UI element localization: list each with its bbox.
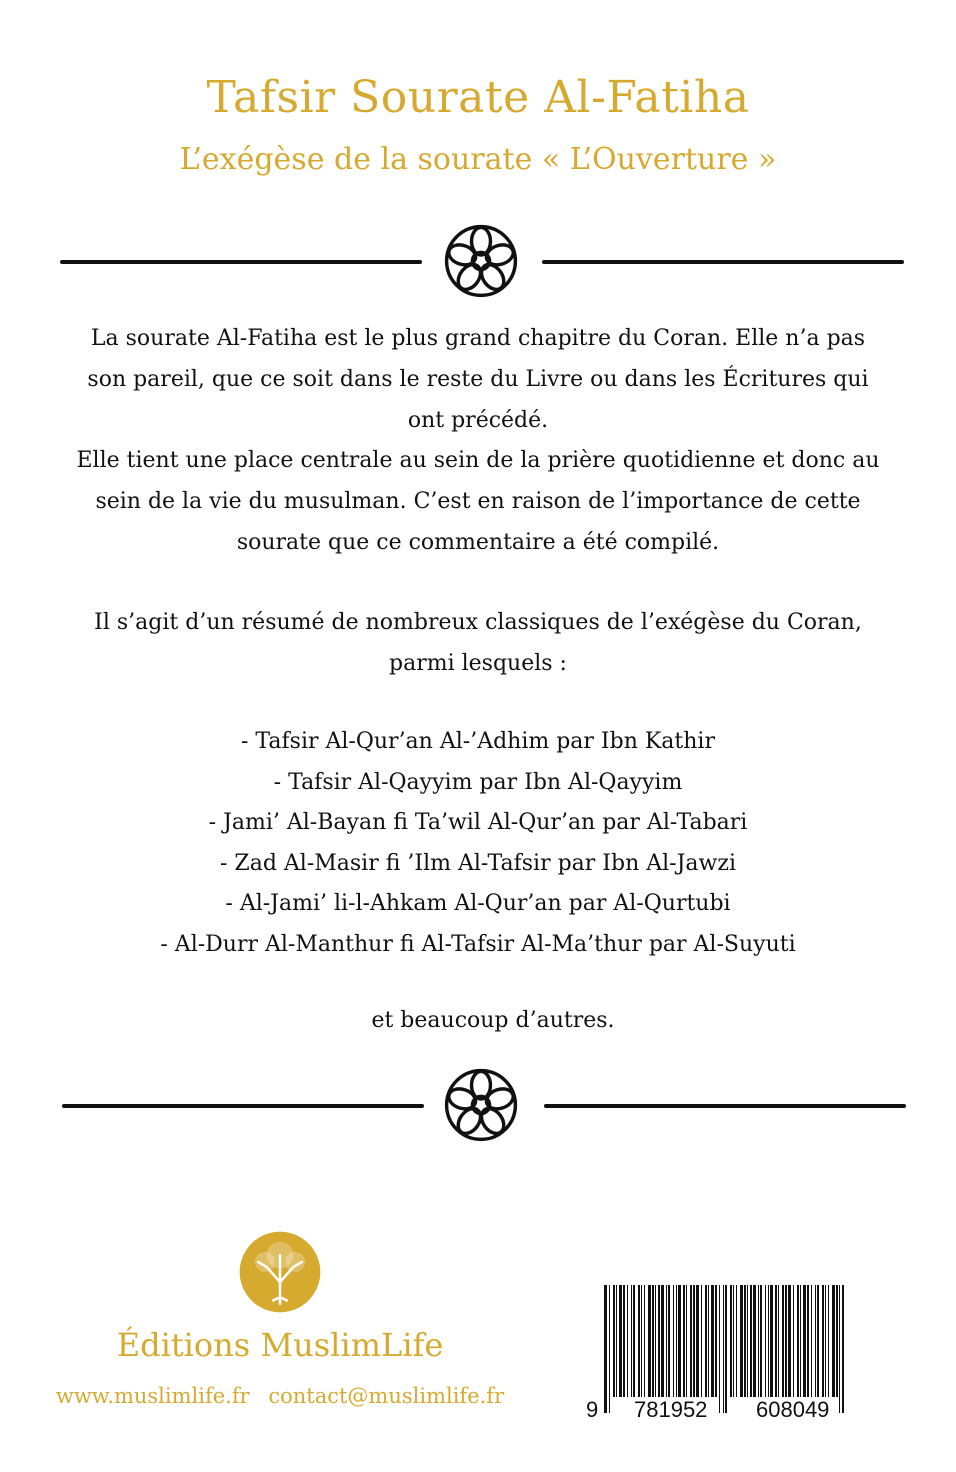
barcode-bar bbox=[825, 1285, 826, 1397]
list-item: - Tafsir Al-Qur’an Al-’Adhim par Ibn Kathir bbox=[241, 729, 715, 754]
barcode-bar bbox=[778, 1285, 779, 1397]
barcode-bar bbox=[693, 1285, 695, 1397]
barcode-bar bbox=[711, 1285, 714, 1397]
barcode-prefix-digit: 9 bbox=[586, 1397, 599, 1422]
book-subtitle: L’exégèse de la sourate « L’Ouverture » bbox=[179, 142, 777, 177]
barcode-bar bbox=[708, 1285, 709, 1397]
barcode-bar bbox=[736, 1285, 737, 1397]
rosette-ornament-icon bbox=[438, 1062, 524, 1148]
references-list bbox=[70, 722, 886, 965]
barcode-bar bbox=[782, 1285, 784, 1397]
barcode-bar bbox=[696, 1285, 699, 1397]
barcode-bar bbox=[701, 1285, 702, 1397]
publisher-contacts bbox=[30, 1384, 530, 1408]
barcode-bar bbox=[770, 1285, 773, 1397]
bottom-divider bbox=[0, 1062, 956, 1152]
barcode-bar bbox=[683, 1285, 685, 1397]
barcode-bar bbox=[658, 1285, 660, 1397]
barcode-bar bbox=[733, 1285, 734, 1397]
top-divider bbox=[0, 218, 956, 308]
barcode-bar bbox=[676, 1285, 677, 1397]
barcode-bar bbox=[775, 1285, 777, 1397]
barcode-bar bbox=[705, 1285, 707, 1397]
barcode-bar bbox=[747, 1285, 748, 1397]
list-item: - Tafsir Al-Qayyim par Ibn Al-Qayyim bbox=[273, 769, 683, 795]
barcode-bar bbox=[822, 1285, 824, 1397]
website-link[interactable]: www.muslimlife.fr bbox=[55, 1384, 250, 1408]
barcode-bar bbox=[609, 1285, 610, 1413]
barcode-bar bbox=[740, 1285, 743, 1397]
intro-paragraph: La sourate Al-Fatiha est le plus grand chapitre du Coran. Elle n’a pas son pareil, que ce soit dans le reste du Livre ou dans les Écritures qui ont précédé. bbox=[87, 326, 869, 433]
email-link[interactable]: contact@muslimlife.fr bbox=[268, 1384, 505, 1408]
barcode-bar bbox=[613, 1285, 615, 1397]
barcode-bar bbox=[623, 1285, 625, 1397]
barcode-bar bbox=[765, 1285, 766, 1397]
barcode-bar bbox=[661, 1285, 664, 1397]
barcode-bar bbox=[644, 1285, 645, 1397]
barcode-bar bbox=[719, 1285, 720, 1413]
barcode-bar bbox=[723, 1285, 724, 1413]
importance-paragraph: Elle tient une place centrale au sein de la prière quotidienne et donc au sein de la vie du musulman. C’est en raison de l’importance de cette sourate que ce commentaire a été compilé. bbox=[76, 448, 880, 555]
barcode-bar bbox=[758, 1285, 759, 1397]
barcode-bar bbox=[652, 1285, 654, 1397]
barcode-bar bbox=[690, 1285, 692, 1397]
book-title: Tafsir Sourate Al-Fatiha bbox=[206, 72, 750, 123]
barcode-bar bbox=[666, 1285, 667, 1397]
barcode-bar bbox=[785, 1285, 787, 1397]
barcode-bar bbox=[750, 1285, 752, 1397]
barcode-bar bbox=[673, 1285, 674, 1397]
barcode-bar bbox=[627, 1285, 628, 1397]
publisher-name: Éditions MuslimLife bbox=[116, 1326, 444, 1364]
barcode-bar bbox=[807, 1285, 809, 1397]
barcode-bar bbox=[760, 1285, 762, 1397]
isbn-barcode bbox=[582, 1285, 852, 1425]
barcode-bar bbox=[836, 1285, 838, 1397]
barcode-bar bbox=[619, 1285, 622, 1397]
rosette-ornament-icon bbox=[438, 218, 524, 304]
list-item: - Jami’ Al-Bayan fi Ta’wil Al-Qur’an par Al-Tabari bbox=[208, 810, 748, 835]
barcode-bar bbox=[828, 1285, 829, 1397]
barcode-right-digits: 608049 bbox=[756, 1397, 830, 1422]
barcode-bar bbox=[832, 1285, 835, 1397]
barcode-bar bbox=[744, 1285, 746, 1397]
tree-logo-icon bbox=[238, 1230, 322, 1314]
barcode-bar bbox=[604, 1285, 607, 1413]
barcode-bar bbox=[788, 1285, 791, 1397]
list-item: - Al-Durr Al-Manthur fi Al-Tafsir Al-Ma’thur par Al-Suyuti bbox=[160, 931, 796, 957]
barcode-bar bbox=[811, 1285, 812, 1397]
barcode-bar bbox=[768, 1285, 769, 1397]
list-item: - Zad Al-Masir fi ’Ilm Al-Tafsir par Ibn Al-Jawzi bbox=[219, 850, 736, 876]
barcode-bar bbox=[668, 1285, 670, 1397]
sources-intro-paragraph: Il s’agit d’un résumé de nombreux classiques de l’exégèse du Coran, parmi lesquels : bbox=[94, 610, 862, 676]
barcode-bar bbox=[730, 1285, 732, 1397]
closing-line: et beaucoup d’autres. bbox=[371, 1008, 615, 1033]
barcode-bar bbox=[753, 1285, 756, 1397]
barcode-bar bbox=[655, 1285, 656, 1397]
barcode-bar bbox=[633, 1285, 635, 1397]
barcode-bar bbox=[817, 1285, 819, 1397]
barcode-bar bbox=[842, 1285, 844, 1413]
barcode-bar bbox=[686, 1285, 687, 1397]
barcode-bar bbox=[797, 1285, 799, 1397]
barcode-bar bbox=[839, 1285, 840, 1413]
barcode-bars bbox=[582, 1285, 852, 1413]
barcode-bar bbox=[616, 1285, 617, 1397]
barcode-bar bbox=[815, 1285, 816, 1397]
barcode-bar bbox=[725, 1285, 727, 1413]
barcode-left-digits: 781952 bbox=[634, 1397, 708, 1422]
barcode-bar bbox=[803, 1285, 806, 1397]
list-item: - Al-Jami’ li-l-Ahkam Al-Qur’an par Al-Qurtubi bbox=[225, 891, 731, 916]
barcode-bar bbox=[631, 1285, 632, 1397]
barcode-bar bbox=[648, 1285, 651, 1397]
barcode-bar bbox=[678, 1285, 681, 1397]
barcode-bar bbox=[641, 1285, 642, 1397]
barcode-bar bbox=[800, 1285, 801, 1397]
barcode-bar bbox=[793, 1285, 794, 1397]
barcode-bar bbox=[638, 1285, 640, 1397]
barcode-bar bbox=[715, 1285, 717, 1397]
